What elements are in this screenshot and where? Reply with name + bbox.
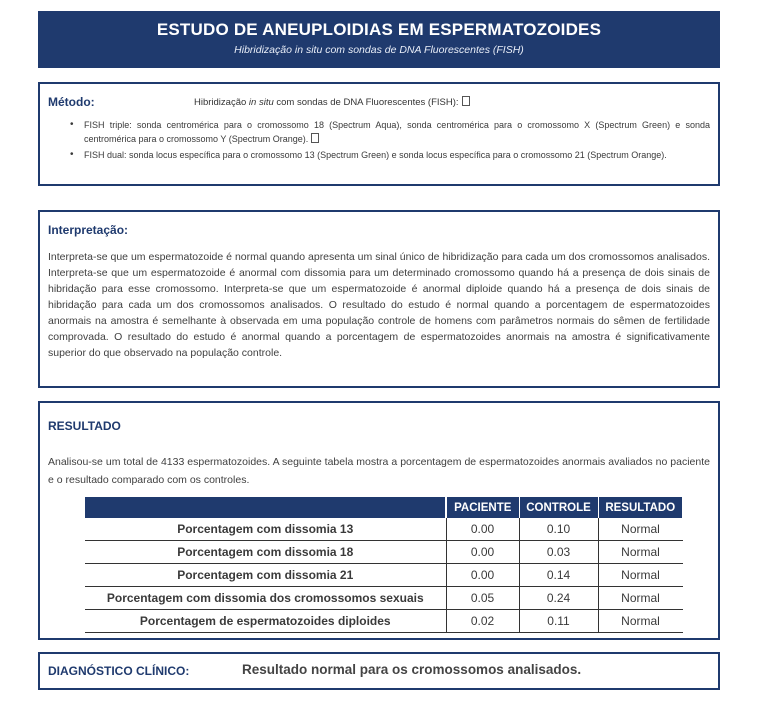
- bullet-icon: •: [70, 119, 74, 130]
- paciente-value: 0.00: [446, 518, 519, 541]
- missing-glyph-icon: [462, 96, 470, 106]
- controle-value: 0.10: [519, 518, 598, 541]
- row-label: Porcentagem com dissomia dos cromossomos sexuais: [85, 587, 446, 610]
- table-row: [85, 541, 683, 564]
- table-row: [85, 518, 683, 541]
- resultado-value: Normal: [598, 541, 683, 564]
- resultado-section: [38, 401, 720, 640]
- paciente-value: 0.05: [446, 587, 519, 610]
- metodo-intro: Hibridização in situ com sondas de DNA Fluorescentes (FISH):: [194, 96, 470, 108]
- missing-glyph-icon: [311, 133, 319, 143]
- metodo-heading: Método:: [48, 95, 95, 109]
- column-header-resultado: RESULTADO: [598, 497, 683, 518]
- bullet-icon: •: [70, 149, 74, 160]
- controle-value: 0.24: [519, 587, 598, 610]
- paciente-value: 0.00: [446, 564, 519, 587]
- list-item: • FISH triple: sonda centromérica para o cromossomo 18 (Spectrum Aqua), sonda centromérica para o cromossomo X (Spectrum Green) e sonda centromérica para o cromossomo Y (Spectrum Orange).: [70, 119, 710, 144]
- report-header: [38, 11, 720, 68]
- row-label: Porcentagem com dissomia 18: [85, 541, 446, 564]
- table-row: [85, 610, 683, 633]
- resultado-value: Normal: [598, 610, 683, 633]
- interpretacao-heading: Interpretação:: [48, 223, 129, 237]
- report-subtitle: Hibridização in situ com sondas de DNA Fluorescentes (FISH): [234, 44, 524, 56]
- resultado-value: Normal: [598, 587, 683, 610]
- metodo-section: [38, 82, 720, 186]
- diagnostico-value: Resultado normal para os cromossomos analisados.: [242, 662, 582, 677]
- list-item: • FISH dual: sonda locus específica para o cromossomo 13 (Spectrum Green) e sonda locus específica para o cromossomo 21 (Spectrum Orange).: [70, 149, 667, 160]
- resultado-value: Normal: [598, 564, 683, 587]
- diagnostico-section: [38, 652, 720, 690]
- row-label: Porcentagem com dissomia 13: [85, 518, 446, 541]
- controle-value: 0.03: [519, 541, 598, 564]
- paciente-value: 0.02: [446, 610, 519, 633]
- paciente-value: 0.00: [446, 541, 519, 564]
- resultado-heading: RESULTADO: [48, 419, 121, 433]
- report-title: ESTUDO DE ANEUPLOIDIAS EM ESPERMATOZOIDES: [156, 20, 602, 39]
- diagnostico-heading: DIAGNÓSTICO CLÍNICO:: [48, 664, 190, 678]
- column-header-paciente: PACIENTE: [446, 497, 519, 518]
- resultado-value: Normal: [598, 518, 683, 541]
- resultado-text: Analisou-se um total de 4133 espermatozoides. A seguinte tabela mostra a porcentagem de espermatozoides anormais avaliados no paciente e o resultado comparado com os controles.: [48, 456, 710, 486]
- row-label: Porcentagem com dissomia 21: [85, 564, 446, 587]
- table-row: [85, 564, 683, 587]
- controle-value: 0.14: [519, 564, 598, 587]
- table-row: [85, 587, 683, 610]
- table-header-blank: [85, 497, 446, 518]
- interpretacao-section: [38, 210, 720, 388]
- row-label: Porcentagem de espermatozoides diploides: [85, 610, 446, 633]
- interpretacao-text: Interpreta-se que um espermatozoide é normal quando apresenta um sinal único de hibridização para cada um dos cromossomos analisados. Interpreta-se que um espermatozoide é anormal com dissomia para um determinado cromossomo quando há a presença de dois sinais de hibridação para esse cromossomo. Interpreta-se que um espermatozoide é anormal diploide quando há a presença de dois sinais de hibridação para cada um dos cromossomos analisados. O resultado do estudo é normal quando a porcentagem de espermatozoides anormais na amostra é semelhante à observada em uma população controle de homens com parâmetros normais do sêmen de fertilidade comprovada. O resultado do estudo é anormal quando a porcentagem de espermatozoides anormais na amostra é significativamente superior do que observado na população controle.: [48, 251, 710, 359]
- column-header-controle: CONTROLE: [519, 497, 598, 518]
- results-table: [85, 497, 683, 633]
- table-header-row: [85, 497, 683, 518]
- controle-value: 0.11: [519, 610, 598, 633]
- metodo-list: [48, 118, 710, 164]
